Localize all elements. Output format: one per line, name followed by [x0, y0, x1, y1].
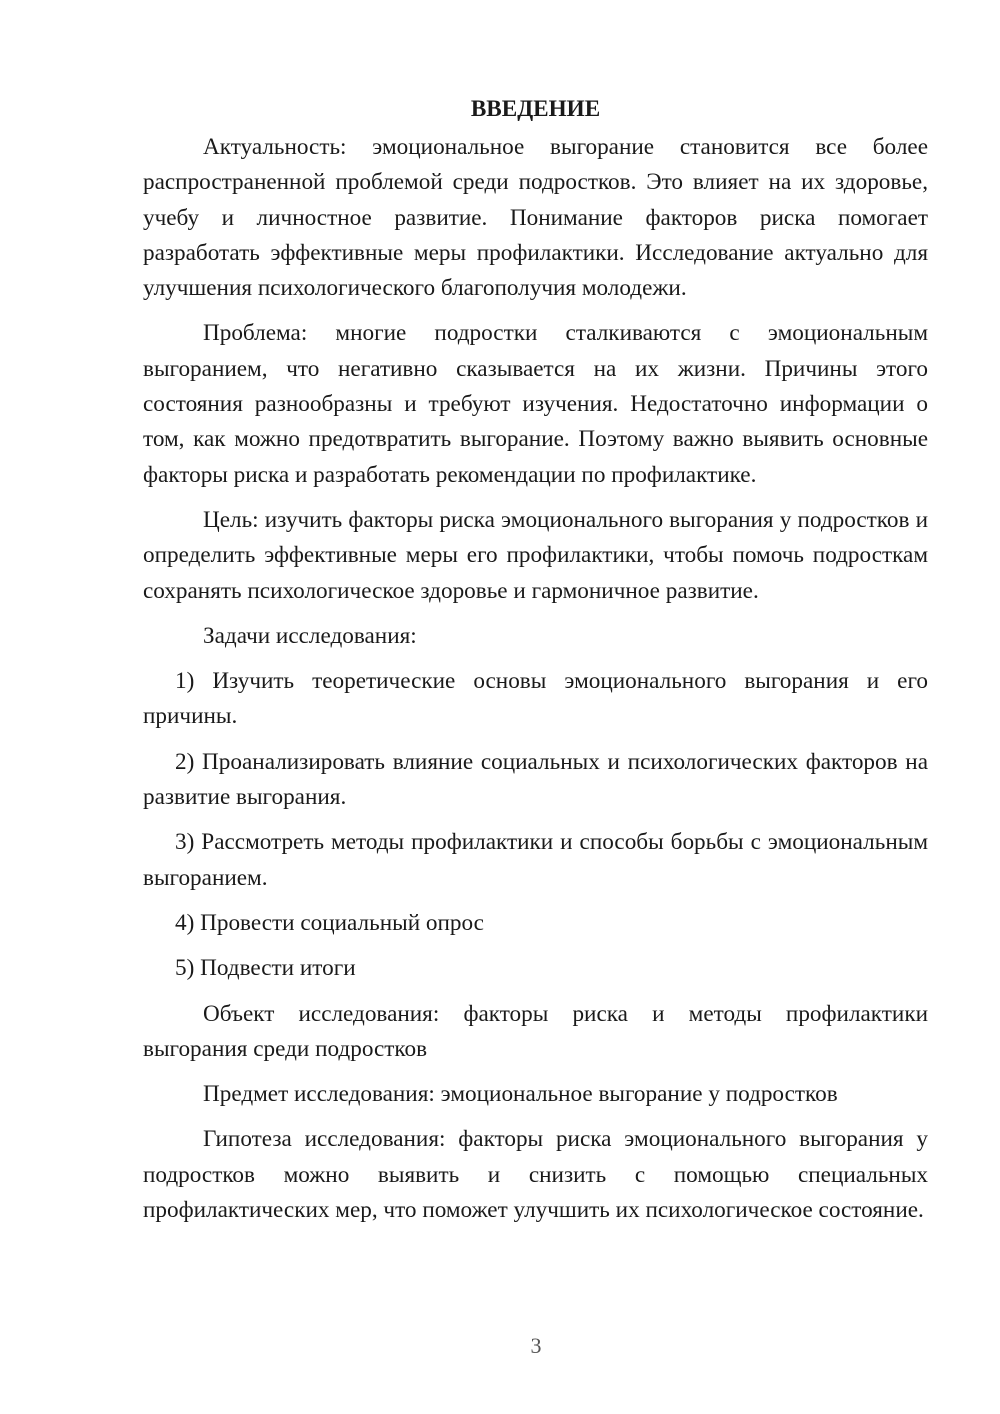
- research-subject-paragraph: Предмет исследования: эмоциональное выгорание у подростков: [203, 1081, 838, 1108]
- task-item-4: 4) Провести социальный опрос: [175, 909, 484, 936]
- tasks-heading: Задачи исследования:: [203, 622, 417, 649]
- relevance-paragraph: Актуальность: эмоциональное выгорание становится все более распространенной проблемой среди подростков. Это влияет на их здоровье, учебу и личностное развитие. Понимание факторов риска помогает разработать эффективные меры профилактики. Исследование актуально для улучшения психологического благополучия молодежи.: [143, 134, 928, 302]
- task-item-1: 1) Изучить теоретические основы эмоционального выгорания и его причины.: [143, 668, 928, 730]
- task-item-3: 3) Рассмотреть методы профилактики и способы борьбы с эмоциональным выгоранием.: [143, 829, 928, 891]
- task-item-2: 2) Проанализировать влияние социальных и психологических факторов на развитие выгорания.: [143, 748, 928, 811]
- problem-paragraph: Проблема: многие подростки сталкиваются с эмоциональным выгоранием, что негативно сказывается на их жизни. Причины этого состояния разнообразны и требуют изучения. Недостаточно информации о том, как можно предотвратить выгорание. Поэтому важно выявить основные факторы риска и разработать рекомендации по профилактике.: [143, 320, 928, 488]
- goal-paragraph: Цель: изучить факторы риска эмоционального выгорания у подростков и определить эффективные меры его профилактики, чтобы помочь подросткам сохранять психологическое здоровье и гармоничное развитие.: [143, 506, 928, 604]
- page-content: [143, 92, 928, 1238]
- page-number: 3: [530, 1333, 542, 1358]
- page-title: ВВЕДЕНИЕ: [470, 96, 601, 122]
- research-object-paragraph: Объект исследования: факторы риска и методы профилактики выгорания среди подростков: [143, 1000, 928, 1062]
- hypothesis-paragraph: Гипотеза исследования: факторы риска эмоционального выгорания у подростков можно выявить и снизить с помощью специальных профилактических мер, что поможет улучшить их психологическое состояние.: [143, 1126, 928, 1224]
- task-item-5: 5) Подвести итоги: [175, 955, 356, 982]
